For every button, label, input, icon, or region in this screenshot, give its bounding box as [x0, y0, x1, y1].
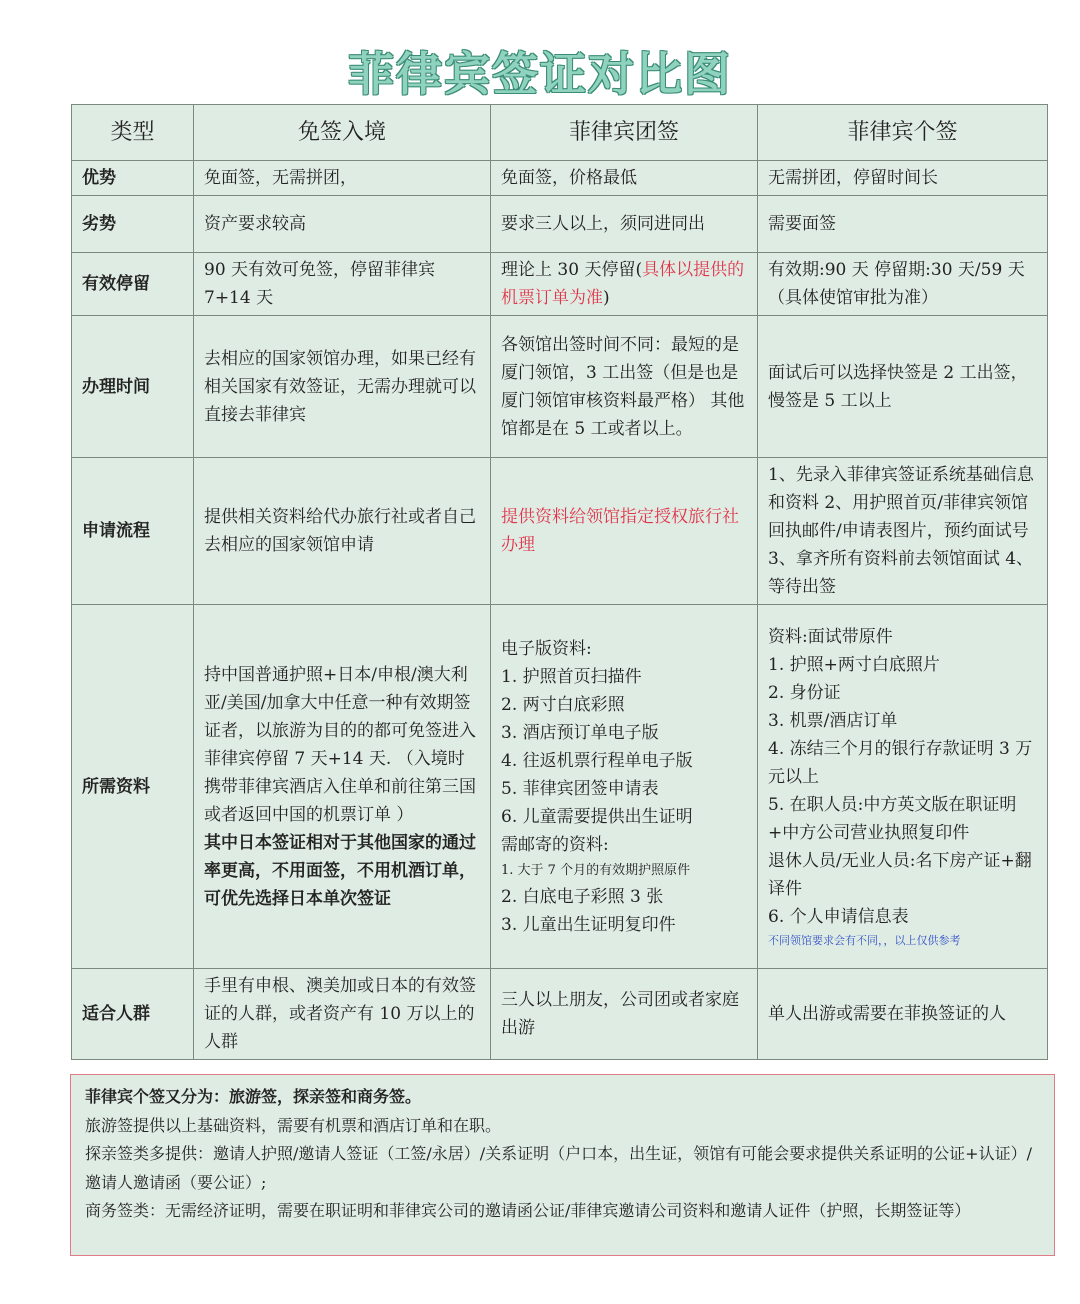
header-group-visa: 菲律宾团签 [491, 105, 758, 161]
table-cell: 资产要求较高 [194, 196, 491, 253]
table-cell: 需要面签 [758, 196, 1048, 253]
page-title: 菲律宾签证对比图 [348, 47, 732, 101]
table-cell [758, 605, 1048, 969]
list-item: 2. 身份证 [768, 682, 841, 703]
table-row [72, 253, 1048, 316]
table-cell: 有效期:90 天 停留期:30 天/59 天（具体使馆审批为准） [758, 253, 1048, 316]
row-label: 劣势 [72, 196, 194, 253]
list-item: 3. 酒店预订单电子版 [501, 722, 659, 743]
table-row [72, 196, 1048, 253]
list-item: 退休人员/无业人员:名下房产证+翻译件 [768, 850, 1032, 899]
header-type: 类型 [72, 105, 194, 161]
list-item: 6. 儿童需要提供出生证明 [501, 806, 693, 827]
header-visa-free: 免签入境 [194, 105, 491, 161]
bold-note: 其中日本签证相对于其他国家的通过率更高，不用面签，不用机酒订单，可优先选择日本单次签证 [204, 832, 476, 909]
table-row [72, 316, 1048, 458]
table-cell [491, 605, 758, 969]
notes-line: 旅游签提供以上基础资料，需要有机票和酒店订单和在职。 [85, 1115, 502, 1135]
table-cell: 持中国普通护照+日本/申根/澳大利亚/美国/加拿大中任意一种有效期签证者，以旅游为目的的都可免签进入菲律宾停留 7 天+14 天. （入境时携带菲律宾酒店入住单和前往第三国或者返回中国的机票订单 ） 其中日本签证相对于其他国家的通过率更高，不用面签，不用机酒订单，可优先选择日本单次签证 [194, 605, 491, 969]
notes-line: 商务签类：无需经济证明，需要在职证明和菲律宾公司的邀请函公证/菲律宾邀请公司资料和邀请人证件（护照，长期签证等） [85, 1201, 971, 1220]
list-item: 1. 护照+两寸白底照片 [768, 654, 940, 675]
table-cell: 去相应的国家领馆办理，如果已经有相关国家有效签证，无需办理就可以直接去菲律宾 [194, 316, 491, 458]
row-label: 优势 [72, 161, 194, 196]
table-cell: 要求三人以上，须同进同出 [491, 196, 758, 253]
visa-comparison-table [71, 104, 1048, 1060]
table-row [72, 458, 1048, 605]
list-item: 1. 大于 7 个月的有效期护照原件 [501, 862, 691, 878]
list-item: 电子版资料: [501, 638, 592, 659]
table-cell: 理论上 30 天停留(具体以提供的机票订单为准) [491, 253, 758, 316]
row-label: 所需资料 [72, 605, 194, 969]
list-item: 2. 白底电子彩照 3 张 [501, 886, 664, 907]
table-cell: 提供相关资料给代办旅行社或者自己去相应的国家领馆申请 [194, 458, 491, 605]
table-cell: 单人出游或需要在菲换签证的人 [758, 969, 1048, 1060]
list-item: 6. 个人申请信息表 [768, 906, 909, 927]
row-label: 适合人群 [72, 969, 194, 1060]
notes-line: 探亲签类多提供：邀请人护照/邀请人签证（工签/永居）/关系证明（户口本，出生证，领馆有可能会要求提供关系证明的公证+认证）/邀请人邀请函（要公证）; [85, 1144, 1032, 1192]
list-item: 资料:面试带原件 [768, 626, 893, 647]
row-label: 有效停留 [72, 253, 194, 316]
table-row [72, 161, 1048, 196]
disclaimer-note: 不同领馆要求会有不同，，以上仅供参考 [768, 933, 961, 947]
list-item: 5. 菲律宾团签申请表 [501, 778, 659, 799]
notes-heading: 菲律宾个签又分为：旅游签，探亲签和商务签。 [85, 1087, 422, 1106]
table-cell: 三人以上朋友，公司团或者家庭出游 [491, 969, 758, 1060]
table-cell: 免面签，无需拼团， [194, 161, 491, 196]
table-cell: 90 天有效可免签，停留菲律宾 7+14 天 [194, 253, 491, 316]
list-item: 3. 机票/酒店订单 [768, 710, 898, 731]
row-label: 办理时间 [72, 316, 194, 458]
list-item: 3. 儿童出生证明复印件 [501, 914, 676, 935]
table-cell: 手里有申根、澳美加或日本的有效签证的人群，或者资产有 10 万以上的人群 [194, 969, 491, 1060]
table-cell: 面试后可以选择快签是 2 工出签，慢签是 5 工以上 [758, 316, 1048, 458]
table-row [72, 605, 1048, 969]
table-cell: 无需拼团，停留时间长 [758, 161, 1048, 196]
list-item: 4. 冻结三个月的银行存款证明 3 万元以上 [768, 738, 1033, 787]
table-cell: 各领馆出签时间不同：最短的是厦门领馆，3 工出签（但是也是厦门领馆审核资料最严格） 其他馆都是在 5 工或者以上。 [491, 316, 758, 458]
table-cell: 提供资料给领馆指定授权旅行社办理 [491, 458, 758, 605]
list-item: 需邮寄的资料: [501, 834, 609, 855]
table-header-row [72, 105, 1048, 161]
table-cell: 1、先录入菲律宾签证系统基础信息和资料 2、用护照首页/菲律宾领馆回执邮件/申请表图片，预约面试号 3、拿齐所有资料前去领馆面试 4、等待出签 [758, 458, 1048, 605]
row-label: 申请流程 [72, 458, 194, 605]
list-item: 4. 往返机票行程单电子版 [501, 750, 693, 771]
table-row [72, 969, 1048, 1060]
list-item: 5. 在职人员:中方英文版在职证明+中方公司营业执照复印件 [768, 794, 1017, 843]
notes-box [70, 1074, 1055, 1256]
list-item: 2. 两寸白底彩照 [501, 694, 625, 715]
table-cell: 免面签，价格最低 [491, 161, 758, 196]
highlight-text: 具体以提供的机票订单为准 [501, 260, 745, 308]
list-item: 1. 护照首页扫描件 [501, 666, 642, 687]
header-individual-visa: 菲律宾个签 [758, 105, 1048, 161]
